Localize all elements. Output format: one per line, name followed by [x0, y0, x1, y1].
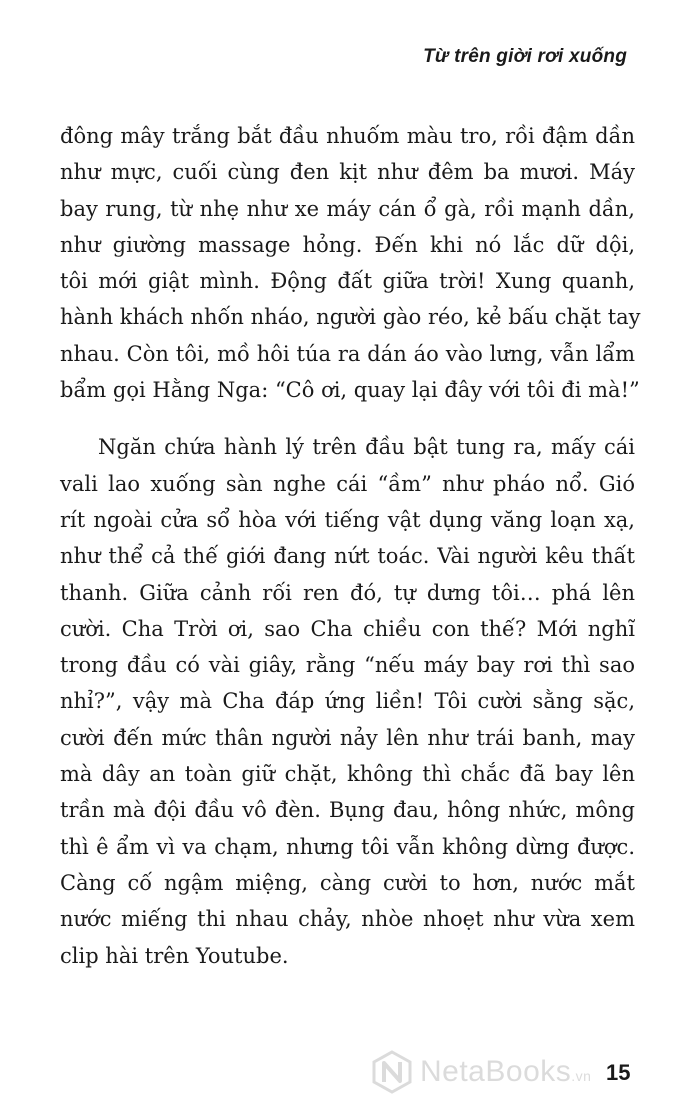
text-line: cười. Cha Trời ơi, sao Cha chiều con thế? Mới nghĩ [60, 616, 635, 641]
text-line: nước miếng thi nhau chảy, nhòe nhoẹt như vừa xem [60, 907, 635, 932]
text-line: trần mà đội đầu vô đèn. Bụng đau, hông nhức, mông [60, 798, 635, 823]
text-line: Ngăn chứa hành lý trên đầu bật tung ra, mấy cái [98, 435, 635, 460]
text-line: bay rung, từ nhẹ như xe máy cán ổ gà, rồi mạnh dần, [60, 196, 635, 221]
running-header-title: Từ trên giời rơi xuống [423, 46, 627, 67]
text-line: cười đến mức thân người nảy lên như trái banh, may [60, 725, 635, 750]
watermark-brand: NetaBooks [420, 1055, 572, 1088]
paragraph-1 [60, 118, 641, 408]
text-line: rít ngoài cửa sổ hòa với tiếng vật dụng văng loạn xạ, [60, 507, 635, 532]
text-line: như mực, cuối cùng đen kịt như đêm ba mươi. Máy [60, 160, 635, 185]
text-line: mà dây an toàn giữ chặt, không thì chắc đã bay lên [60, 762, 635, 787]
text-line: bẩm gọi Hằng Nga: “Cô ơi, quay lại đây với tôi đi mà!” [60, 378, 640, 403]
page-number: 15 [606, 1060, 631, 1085]
text-line: thanh. Giữa cảnh rối ren đó, tự dưng tôi… phá lên [60, 580, 635, 605]
text-line: đông mây trắng bắt đầu nhuốm màu tro, rồi đậm dần [60, 124, 635, 148]
text-line: như giường massage hỏng. Đến khi nó lắc dữ dội, [60, 232, 635, 257]
text-line: trong đầu có vài giây, rằng “nếu máy bay rơi thì sao [60, 653, 635, 678]
text-line: nhỉ?”, vậy mà Cha đáp ứng liền! Tôi cười sằng sặc, [60, 689, 635, 714]
text-line: hành khách nhốn nháo, người gào réo, kẻ bấu chặt tay [60, 305, 641, 330]
text-line: như thể cả thế giới đang nứt toác. Vài người kêu thất [60, 544, 635, 569]
text-line: nhau. Còn tôi, mồ hôi túa ra dán áo vào lưng, vẫn lẩm [60, 341, 635, 366]
paragraph-2 [60, 429, 635, 973]
netabooks-watermark [372, 1050, 591, 1094]
watermark-suffix: .vn [571, 1068, 592, 1084]
text-line: clip hài trên Youtube. [60, 943, 289, 968]
page-body [60, 118, 641, 974]
watermark-brand-text [420, 1055, 591, 1089]
text-line: Càng cố ngậm miệng, càng cười to hơn, nước mắt [60, 870, 635, 895]
text-line: tôi mới giật mình. Động đất giữa trời! Xung quanh, [60, 269, 635, 294]
netabooks-logo-icon [372, 1050, 412, 1094]
text-line: thì ê ẩm vì va chạm, nhưng tôi vẫn không dừng được. [60, 834, 635, 859]
text-line: vali lao xuống sàn nghe cái “ầm” như pháo nổ. Gió [60, 471, 635, 496]
